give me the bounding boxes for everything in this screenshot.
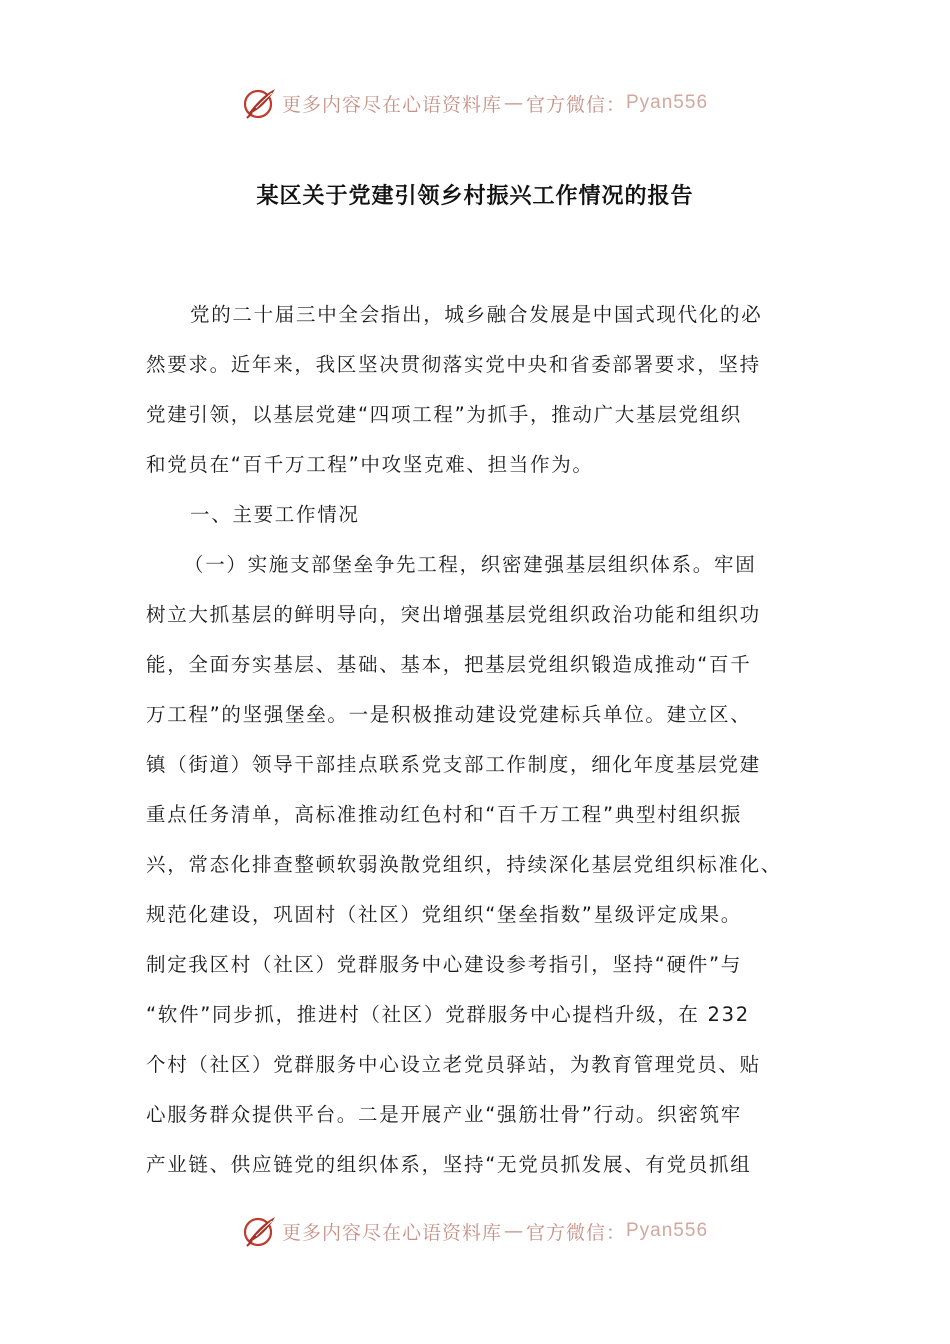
watermark-official-label: 官方微信： — [525, 1221, 626, 1244]
body-line: 个村（社区）党群服务中心设立老党员驿站，为教育管理党员、贴 — [146, 1053, 761, 1076]
watermark-wechat-id: Pyan556 — [626, 92, 709, 113]
watermark-text: 更多内容尽在心语资料库 — [281, 1221, 502, 1244]
body-line: 和党员在“百千万工程”中攻坚克难、担当作为。 — [146, 453, 594, 476]
quill-pen-logo-icon — [242, 1214, 278, 1248]
quill-pen-logo-icon — [242, 86, 278, 120]
body-line: 制定我区村（社区）党群服务中心建设参考指引，坚持“硬件”与 — [146, 953, 743, 976]
watermark-dash: — — [503, 92, 524, 114]
document-title: 某区关于党建引领乡村振兴工作情况的报告 — [256, 183, 694, 209]
body-line: 兴，常态化排查整顿软弱涣散党组织，持续深化基层党组织标准化、 — [146, 853, 783, 876]
body-line: 然要求。近年来，我区坚决贯彻落实党中央和省委部署要求，坚持 — [146, 353, 761, 376]
header-watermark — [0, 83, 950, 123]
watermark-dash: — — [503, 1220, 524, 1242]
body-line: 规范化建设，巩固村（社区）党组织“堡垒指数”星级评定成果。 — [146, 903, 743, 926]
body-line: 重点任务清单，高标准推动红色村和“百千万工程”典型村组织振 — [146, 803, 743, 826]
body-line: 能，全面夯实基层、基础、基本，把基层党组织锻造成推动“百千 — [146, 653, 752, 676]
document-body — [146, 290, 818, 1190]
body-line: 党的二十届三中全会指出，城乡融合发展是中国式现代化的必 — [190, 303, 763, 326]
section-heading: 一、主要工作情况 — [190, 503, 360, 526]
body-line: （一）实施支部堡垒争先工程，织密建强基层组织体系。牢固 — [184, 553, 757, 576]
watermark-official-label: 官方微信： — [525, 93, 626, 116]
body-line: 产业链、供应链党的组织体系，坚持“无党员抓发展、有党员抓组 — [146, 1153, 752, 1176]
watermark-text: 更多内容尽在心语资料库 — [281, 93, 502, 116]
body-line: 树立大抓基层的鲜明导向，突出增强基层党组织政治功能和组织功 — [146, 603, 761, 626]
footer-watermark — [0, 1211, 950, 1251]
body-line: 党建引领，以基层党建“四项工程”为抓手，推动广大基层党组织 — [146, 403, 743, 426]
body-line: 心服务群众提供平台。二是开展产业“强筋壮骨”行动。织密筑牢 — [146, 1103, 743, 1126]
watermark-wechat-id: Pyan556 — [626, 1220, 709, 1241]
body-line: “软件”同步抓，推进村（社区）党群服务中心提档升级，在 232 — [146, 1003, 750, 1026]
body-line: 万工程”的坚强堡垒。一是积极推动建设党建标兵单位。建立区、 — [146, 703, 752, 726]
body-line: 镇（街道）领导干部挂点联系党支部工作制度，细化年度基层党建 — [146, 753, 761, 776]
